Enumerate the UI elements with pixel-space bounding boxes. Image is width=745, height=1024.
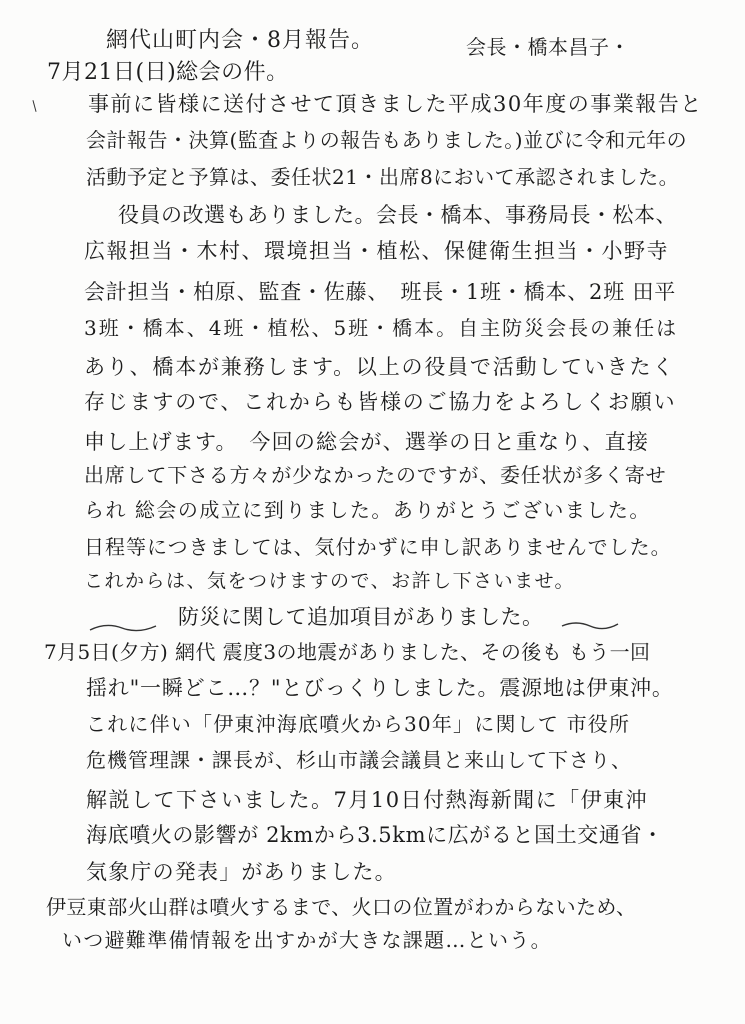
- letter-title: 網代山町内会・8月報告。: [106, 28, 374, 53]
- body-line: 活動予定と予算は、委任状21・出席8において承認されました。: [86, 165, 680, 189]
- body-line: 申し上げます。 今回の総会が、選挙の日と重なり、直接: [84, 430, 650, 454]
- body-line: 存じますので、これからも皆様のご協力をよろしくお願い: [84, 390, 677, 414]
- body-line: 7月5日(夕方) 網代 震度3の地震がありました、その後も もう一回: [44, 640, 651, 664]
- body-line: 海底噴火の影響が 2kmから3.5kmに広がると国土交通省・: [86, 823, 664, 847]
- body-line: られ 総会の成立に到りました。ありがとうございました。: [84, 498, 651, 522]
- body-line: 事前に皆様に送付させて頂きました平成30年度の事業報告と: [88, 92, 703, 116]
- section-heading-general-meeting: 7月21日(日)総会の件。: [47, 60, 289, 85]
- body-line: これからは、気をつけますので、お許し下さいませ。: [84, 570, 576, 592]
- body-line: あり、橋本が兼務します。以上の役員で活動していきたく: [84, 355, 676, 379]
- body-line: 解説して下さいました。7月10日付熱海新聞に「伊東沖: [86, 788, 649, 812]
- body-line: 会計担当・柏原、監査・佐藤、 班長・1班・橋本、2班 田平: [84, 280, 677, 304]
- body-line: 伊豆東部火山群は噴火するまで、火口の位置がわからないため、: [46, 895, 637, 919]
- heading-squiggle-left: [88, 620, 158, 634]
- section-heading-disaster-prevention: 防災に関して追加項目がありました。: [178, 605, 544, 629]
- body-line: 危機管理課・課長が、杉山市議会議員と来山して下さり、: [86, 748, 632, 772]
- body-line: 役員の改選もありました。会長・橋本、事務局長・松本、: [118, 203, 677, 227]
- margin-mark: [32, 100, 36, 112]
- body-line: 広報担当・木村、環境担当・植松、保健衛生担当・小野寺: [84, 239, 669, 263]
- body-line: 気象庁の発表」がありました。: [86, 860, 397, 884]
- letter-author: 会長・橋本昌子・: [466, 35, 630, 59]
- body-line: いつ避難準備情報を出すかが大きな課題…という。: [62, 928, 552, 952]
- body-line: 揺れ"一瞬どこ…？"とびっくりしました。震源地は伊東沖。: [86, 676, 674, 700]
- body-line: 出席して下さる方々が少なかったのですが、委任状が多く寄せ: [84, 463, 667, 487]
- body-line: 3班・橋本、4班・植松、5班・橋本。自主防災会長の兼任は: [84, 316, 679, 340]
- body-line: 会計報告・決算(監査よりの報告もありました。)並びに令和元年の: [86, 128, 688, 152]
- body-line: これに伴い「伊東沖海底噴火から30年」に関して 市役所: [86, 712, 631, 736]
- heading-squiggle-right: [560, 618, 620, 632]
- body-line: 日程等につきましては、気付かずに申し訳ありませんでした。: [84, 535, 672, 559]
